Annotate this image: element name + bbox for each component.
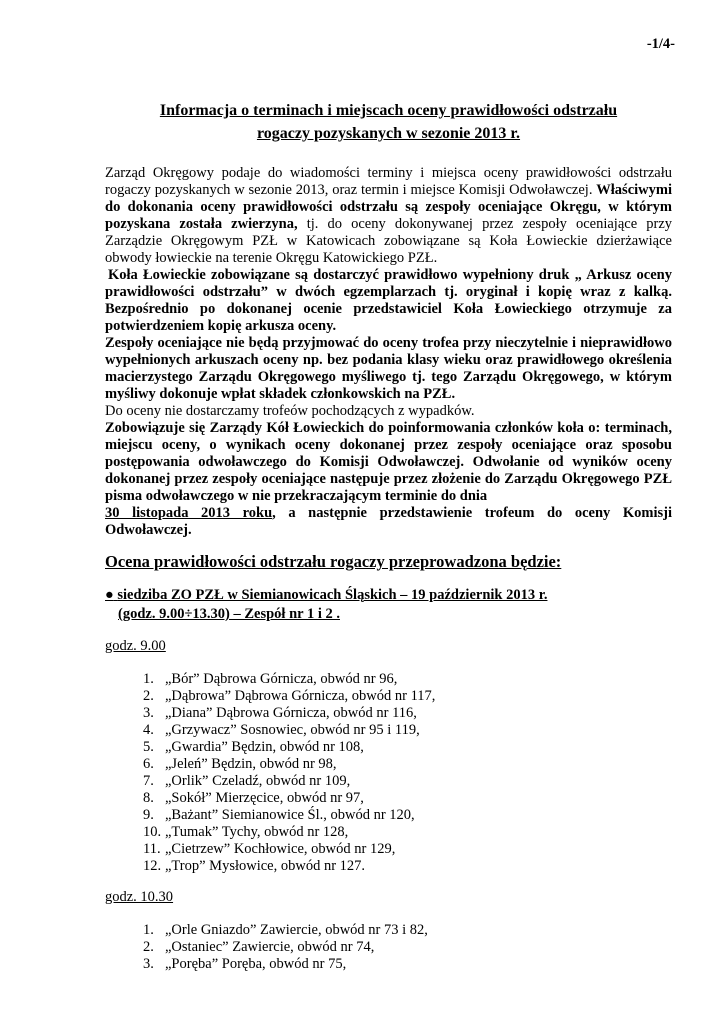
list-item-text: „Bór” Dąbrowa Górnicza, obwód nr 96,: [165, 671, 398, 687]
time-label-group2: godz. 10.30: [105, 889, 174, 905]
venue-text: siedziba ZO PZŁ w Siemianowicach Śląskich – 19 październik 2013 r.: [117, 587, 548, 603]
list-item-text: „Cietrzew” Kochłowice, obwód nr 129,: [165, 841, 396, 857]
list-item: [143, 939, 672, 956]
document-title-line1: Informacja o terminach i miejscach oceny prawidłowości odstrzału: [159, 102, 618, 119]
list-item: [143, 688, 672, 705]
list-item: [143, 858, 672, 875]
list-item-number: 10.: [143, 824, 162, 840]
list-item: [143, 824, 672, 841]
document-title: [105, 99, 672, 145]
list-item-number: 2.: [143, 688, 154, 704]
list-item: [143, 790, 672, 807]
bullet-icon: ●: [105, 587, 114, 603]
list-item-text: „Dąbrowa” Dąbrowa Górnicza, obwód nr 117,: [165, 688, 436, 704]
list-item-number: 9.: [143, 807, 154, 823]
deadline-date: 30 listopada 2013 roku: [105, 505, 273, 521]
list-item: [143, 773, 672, 790]
list-item-number: 1.: [143, 671, 154, 687]
list-item-text: „Jeleń” Będzin, obwód nr 98,: [165, 756, 337, 772]
venue-line1: [105, 586, 672, 605]
list-item-number: 2.: [143, 939, 154, 955]
list-item-number: 11.: [143, 841, 161, 857]
document-title-line2: rogaczy pozyskanych w sezonie 2013 r.: [256, 125, 521, 142]
page-number: -1/4-: [646, 36, 675, 52]
list-item-text: „Trop” Mysłowice, obwód nr 127.: [165, 858, 366, 874]
venue-line2: [105, 605, 672, 624]
list-item-number: 6.: [143, 756, 154, 772]
list-item-number: 12.: [143, 858, 162, 874]
list-item-text: „Orlik” Czeladź, obwód nr 109,: [165, 773, 351, 789]
list-item-text: „Tumak” Tychy, obwód nr 128,: [165, 824, 349, 840]
list-item-text: „Orle Gniazdo” Zawiercie, obwód nr 73 i 82,: [165, 922, 428, 938]
document-content: [105, 0, 672, 973]
list-item: [143, 722, 672, 739]
paragraph-zobowiazuje: Zobowiązuje się Zarządy Kół Łowieckich do poinformowania członków koła o: terminach, miejscu oceny, o wynikach oceny dokonanej przez zespoły oceniające oraz sposobu postępowania odwoławczego do Komisji Odwoławczej. Odwołanie od wyników oceny dokonanej przez zespoły oceniające następuje przez złożenie do Zarządu Okręgowego PZŁ pisma odwoławczego w nie przekraczającym terminie do dnia: [105, 420, 672, 504]
list-item-number: 8.: [143, 790, 154, 806]
list-item: [143, 739, 672, 756]
list-item-text: „Diana” Dąbrowa Górnicza, obwód nr 116,: [165, 705, 417, 721]
time-label-group1: godz. 9.00: [105, 638, 166, 654]
body-text: [105, 165, 672, 539]
list-item-number: 4.: [143, 722, 154, 738]
list-item: [143, 841, 672, 858]
list-item-text: „Grzywacz” Sosnowiec, obwód nr 95 i 119,: [165, 722, 420, 738]
club-list-group1: [105, 671, 672, 875]
paragraph-intro-normal-a: Zarząd Okręgowy podaje do wiadomości terminy i miejsca oceny prawidłowości odstrzału rogaczy pozyskanych w sezonie 2013, oraz termin i miejsce Komisji Odwoławczej.: [105, 165, 672, 198]
list-item-text: „Ostaniec” Zawiercie, obwód nr 74,: [165, 939, 375, 955]
list-item: [143, 705, 672, 722]
paragraph-termin-rest: , a następnie przedstawienie trofeum do oceny Komisji Odwoławczej.: [105, 505, 672, 538]
venue-hours: (godz. 9.00÷13.30) – Zespół nr 1 i 2 .: [118, 606, 340, 622]
list-item-number: 5.: [143, 739, 154, 755]
list-item: [143, 807, 672, 824]
paragraph-intro: [105, 165, 672, 267]
club-list-group2: [105, 922, 672, 973]
paragraph-wypadki: Do oceny nie dostarczamy trofeów pochodzących z wypadków.: [105, 403, 475, 419]
paragraph-intro-bold: Właściwymi do dokonania oceny prawidłowości odstrzału są zespoły oceniające Okręgu, w którym pozyskana została zwierzyna,: [105, 182, 672, 232]
paragraph-termin: [105, 505, 672, 539]
list-item: [143, 956, 672, 973]
section-heading: Ocena prawidłowości odstrzału rogaczy przeprowadzona będzie:: [105, 552, 562, 571]
list-item-text: „Sokół” Mierzęcice, obwód nr 97,: [165, 790, 364, 806]
paragraph-arkusz: Koła Łowieckie zobowiązane są dostarczyć prawidłowo wypełniony druk „ Arkusz oceny prawidłowości odstrzału” w dwóch egzemplarzach tj. oryginał i kopię wraz z kalką. Bezpośrednio po dokonanej ocenie przedstawiciel Koła Łowieckiego otrzymuje za potwierdzeniem kopię arkusza oceny.: [105, 267, 672, 334]
list-item-text: „Bażant” Siemianowice Śl., obwód nr 120,: [165, 807, 415, 823]
list-item-number: 1.: [143, 922, 154, 938]
list-item-text: „Gwardia” Będzin, obwód nr 108,: [165, 739, 364, 755]
list-item-number: 3.: [143, 705, 154, 721]
list-item-number: 7.: [143, 773, 154, 789]
list-item-number: 3.: [143, 956, 154, 972]
list-item-text: „Poręba” Poręba, obwód nr 75,: [165, 956, 347, 972]
list-item: [143, 756, 672, 773]
venue-block: [105, 586, 672, 624]
paragraph-intro-normal-b: tj. do oceny dokonywanej przez zespoły oceniające przy Zarządzie Okręgowym PZŁ w Katowicach zobowiązane są Koła Łowieckie dzierżawiące obwody łowieckie na terenie Okręgu Katowickiego PZŁ.: [105, 216, 673, 266]
list-item: [143, 671, 672, 688]
list-item: [143, 922, 672, 939]
paragraph-zespoly: Zespoły oceniające nie będą przyjmować do oceny trofea przy nieczytelnie i nieprawidłowo wypełnionych arkuszach oceny np. bez podania klasy wieku oraz prawidłowego określenia macierzystego Zarządu Okręgowego myśliwego tj. tego Zarządu Okręgowego, w którym myśliwy dokonuje wpłat składek członkowskich na PZŁ.: [105, 335, 672, 402]
